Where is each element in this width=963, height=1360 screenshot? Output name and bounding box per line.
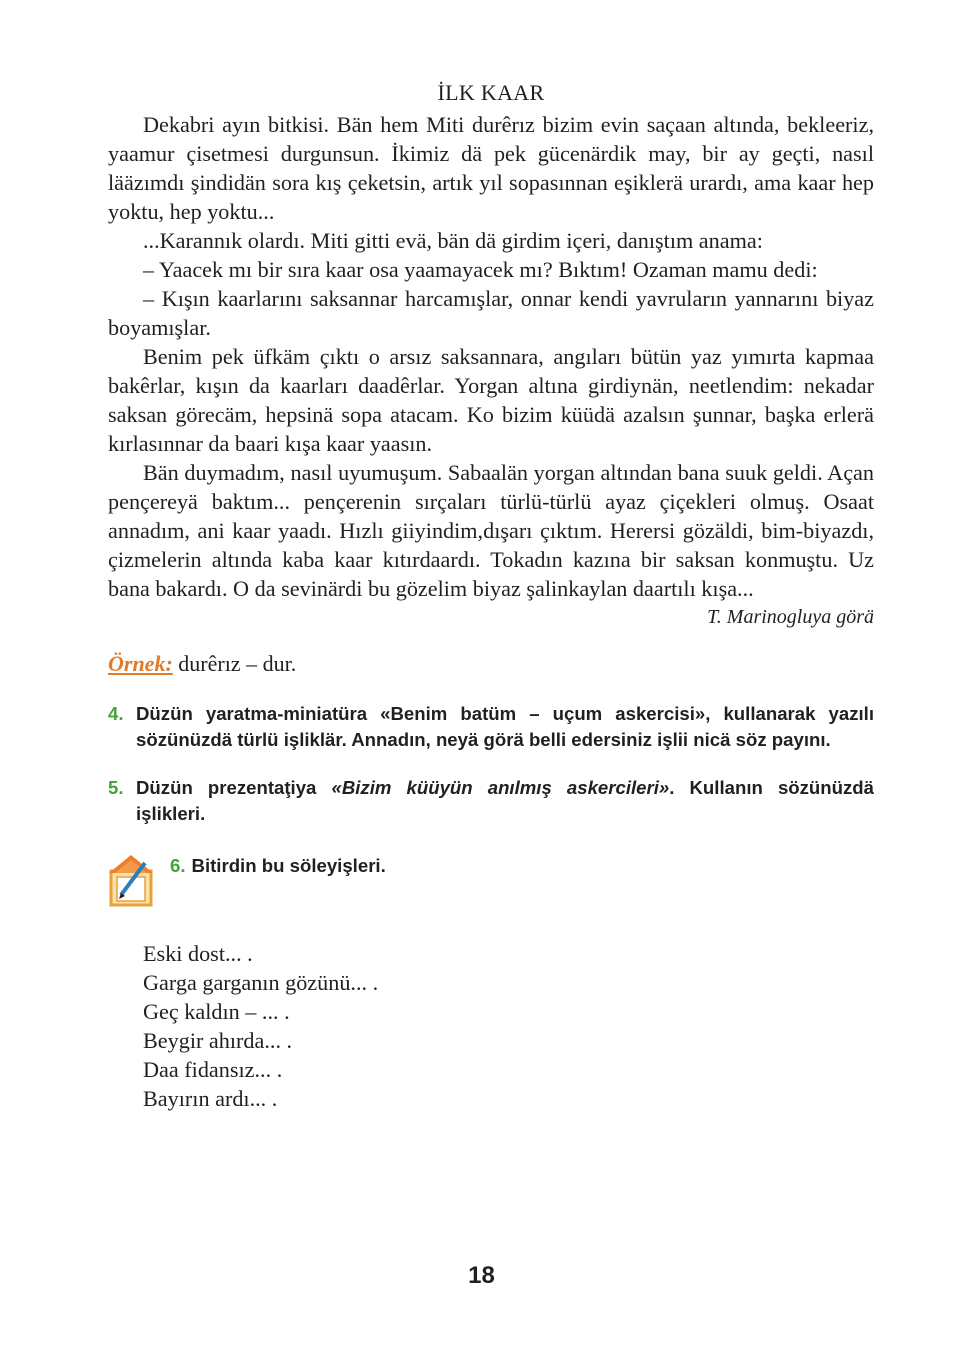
- story-paragraph: ...Karannık olardı. Miti gitti evä, bän dä girdim içeri, danıştım anama:: [143, 228, 763, 253]
- sayings-list: [108, 939, 874, 1113]
- story-paragraph: Bän duymadım, nasıl uyumuşum. Sabaalän yorgan altından bana suuk geldi. Açan pençereyä baktım... pençerenin sırçaları türlü-türlü ayaz çiçekleri olmuş. Osaat annadım, ani kaar yaadı. Hızlı giiyindim,dışarı çıktım. Herersi gözäldi, bim-biyazdı, çizmelerin altında kaba kaar kıtırdaardı. Tokadın kazına bir saksan konmuştu. Uz bana bakardı. O da sevinärdi bu gözelim biyaz şalinkaylan daartılı kışa...: [108, 460, 874, 601]
- story-title: İLK KAAR: [437, 80, 545, 105]
- task-5: [108, 775, 874, 827]
- saying-line: Bayırın ardı... .: [143, 1086, 278, 1111]
- example-text: durêrız – dur.: [172, 651, 297, 676]
- story-paragraph: – Yaacek mı bir sıra kaar osa yaamayacek mı? Bıktım! Ozaman mamu dedi:: [143, 257, 818, 282]
- story-author: T. Marinogluya görä: [707, 606, 874, 628]
- story-paragraph: – Kışın kaarlarını saksannar harcamışlar, onnar kendi yavruların yannarını biyaz boyamışlar.: [108, 286, 874, 340]
- saying-line: Geç kaldın – ... .: [143, 999, 290, 1024]
- page-content: [108, 78, 874, 1113]
- saying-line: Beygir ahırda... .: [143, 1028, 293, 1053]
- task-4: [108, 701, 874, 753]
- saying-line: Daa fidansız... .: [143, 1057, 283, 1082]
- example-line: [108, 649, 874, 679]
- task-number: 5.: [108, 777, 124, 798]
- task-number: 6.: [170, 855, 186, 876]
- story-paragraph: Benim pek üfkäm çıktı o arsız saksannara, angıları bütün yaz yımırta kapmaa bakêrlar, kışın da kaarları daadêrlar. Yorgan altına girdiynän, neetlendim: nekadar saksan görecäm, hepsinä sopa atacam. Ko bizim küüdä azalsın şunnar, başka erlerä kırlasınnar da baari kışa kaar yaasın.: [108, 344, 874, 456]
- task-text-italic: «Bizim küüyün anılmış askercileri»: [331, 777, 670, 798]
- task-text: Düzün prezentaţiya: [136, 777, 332, 798]
- task-text: Düzün yaratma-miniatüra «Benim batüm – uçum askercisi», kullanarak yazılı sözünüzdä türlü işliklär. Annadın, neyä görä belli edersiniz işlii nicä söz payını.: [136, 703, 874, 750]
- page-number: 18: [468, 1262, 495, 1289]
- task-number: 4.: [108, 703, 124, 724]
- story-text: [108, 110, 874, 603]
- notebook-pencil-icon: [105, 849, 159, 909]
- story-paragraph: Dekabri ayın bitkisi. Bän hem Miti durêrız bizim evin saçaan altında, bekleeriz, yaamur çisetmesi durgunsun. İkimiz dä pek gücenärdik may, bir ay geçti, nasıl lääzımdı şindidän sora kış çeketsin, artık yıl sopasınnan eşiklerä urardı, ama kaar hep yoktu, hep yoktu...: [108, 112, 874, 224]
- saying-line: Eski dost... .: [143, 941, 253, 966]
- saying-line: Garga garganın gözünü... .: [143, 970, 379, 995]
- task-text: . Kullanın sözünüzdä işlikleri.: [136, 777, 875, 824]
- task-text: Bitirdin bu söleyişleri.: [191, 855, 386, 876]
- example-label: Örnek:: [108, 651, 173, 676]
- task-6: [108, 853, 874, 909]
